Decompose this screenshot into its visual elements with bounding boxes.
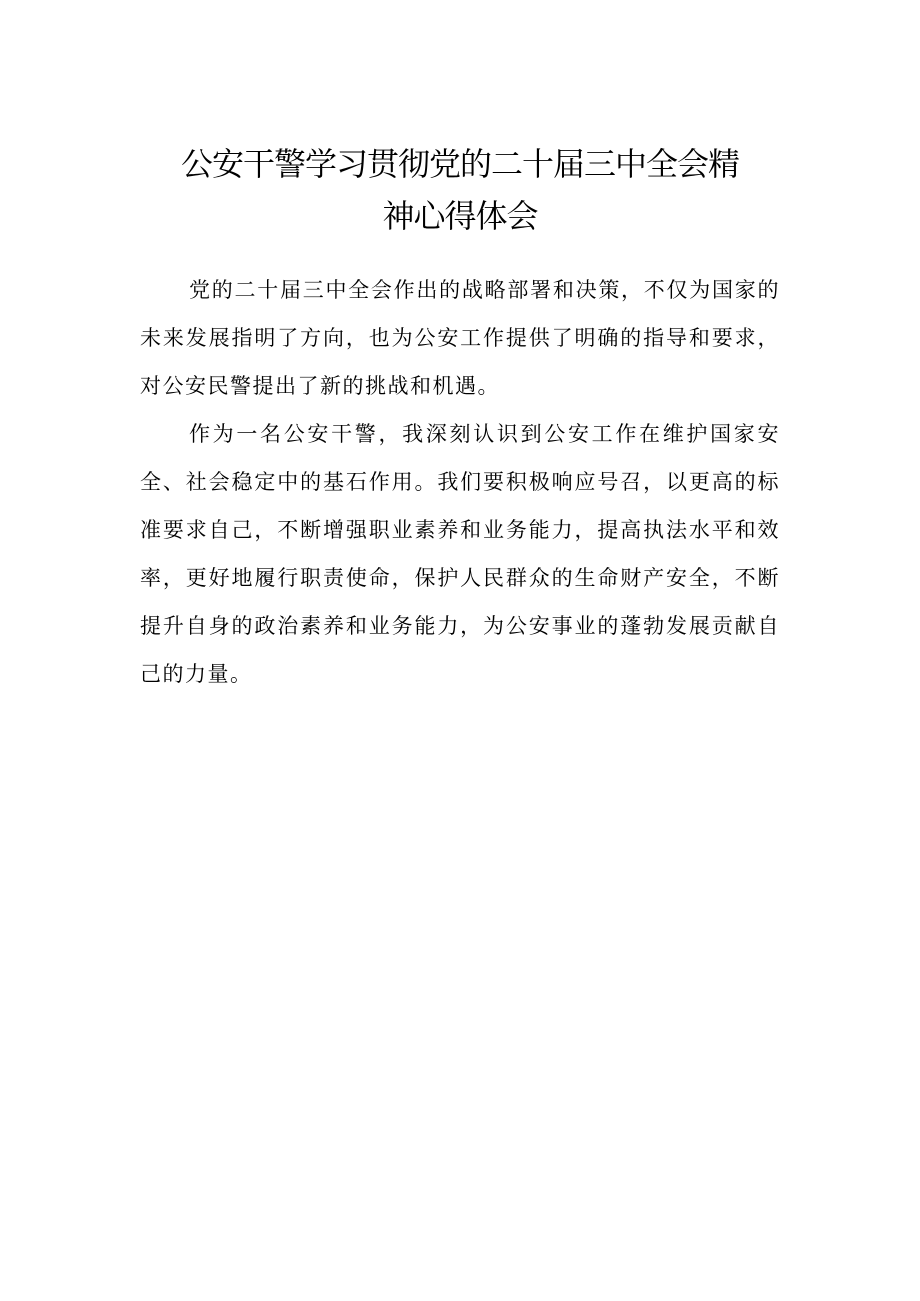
document-body: [140, 266, 780, 698]
document-title: [140, 138, 780, 242]
paragraph-1: 党的二十届三中全会作出的战略部署和决策，不仅为国家的未来发展指明了方向，也为公安工作提供了明确的指导和要求，对公安民警提出了新的挑战和机遇。: [140, 278, 780, 398]
title-line-1: 公安干警学习贯彻党的二十届三中全会精: [180, 145, 739, 183]
paragraph-2: 作为一名公安干警，我深刻认识到公安工作在维护国家安全、社会稳定中的基石作用。我们要积极响应号召，以更高的标准要求自己，不断增强职业素养和业务能力，提高执法水平和效率，更好地履行职责使命，保护人民群众的生命财产安全，不断提升自身的政治素养和业务能力，为公安事业的蓬勃发展贡献自己的力量。: [140, 422, 780, 686]
title-line-2: 神心得体会: [382, 197, 538, 235]
